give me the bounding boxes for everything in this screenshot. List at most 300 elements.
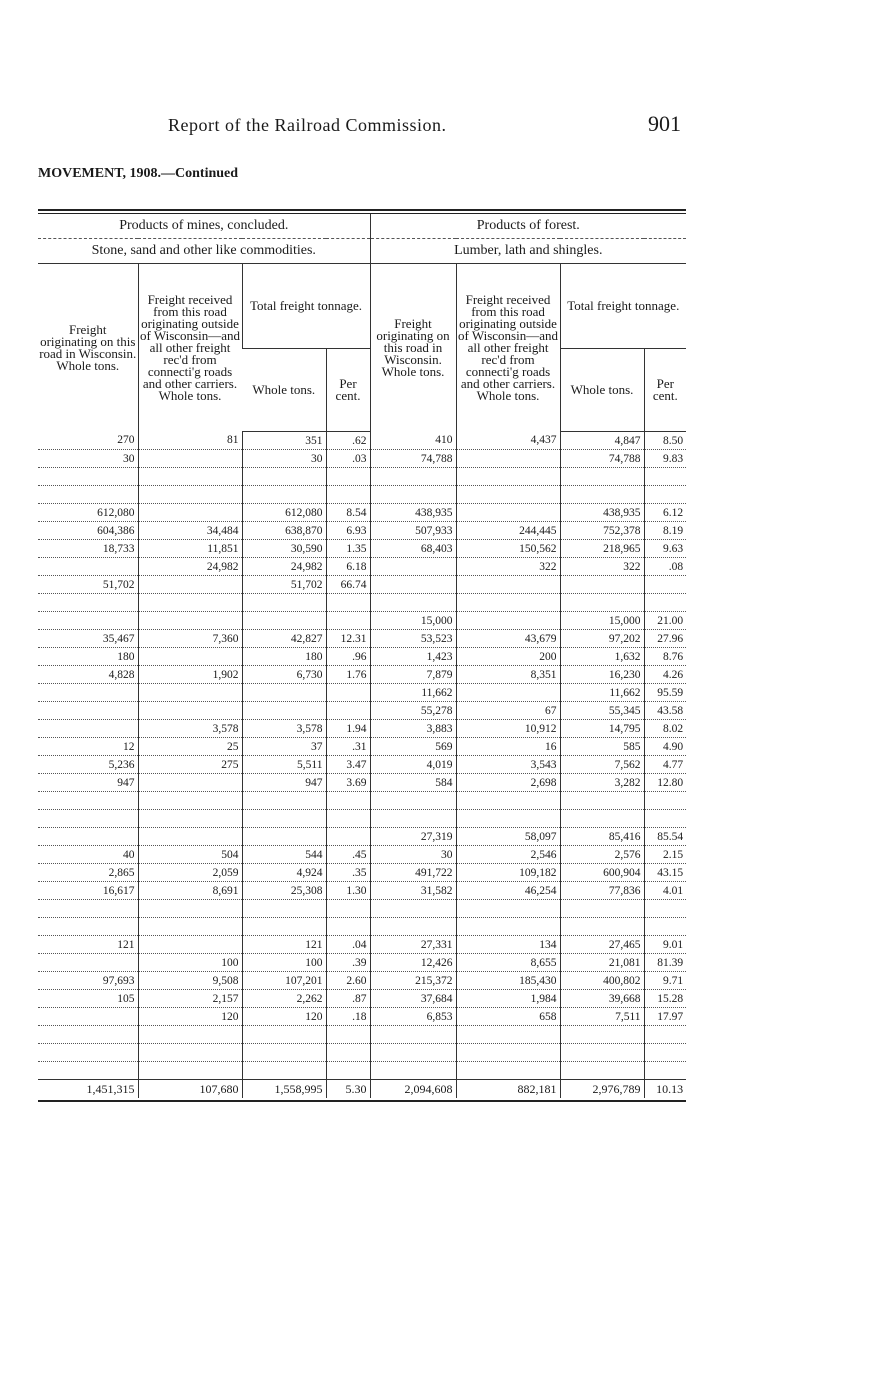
- table-cell: [560, 1044, 644, 1062]
- table-cell: [644, 1044, 686, 1062]
- table-cell: [560, 1062, 644, 1080]
- table-row: [38, 846, 686, 864]
- table-cell: [38, 828, 138, 846]
- table-cell: [138, 450, 242, 468]
- table-cell: 2,698: [456, 774, 560, 792]
- table-cell: [242, 594, 326, 612]
- table-cell: .35: [326, 864, 370, 882]
- table-cell: [138, 810, 242, 828]
- col-header-received: Freight received from this road originating outside of Wisconsin—and all other freight rec'd from connecti'g roads and other carriers. Whole tons.: [138, 264, 242, 432]
- table-cell: [242, 684, 326, 702]
- table-cell: [38, 720, 138, 738]
- table-cell: [370, 918, 456, 936]
- table-cell: 270: [38, 432, 138, 450]
- table-cell: 1.35: [326, 540, 370, 558]
- table-cell: [370, 576, 456, 594]
- table-cell: 2,157: [138, 990, 242, 1008]
- table-cell: 30,590: [242, 540, 326, 558]
- table-row: [38, 486, 686, 504]
- table-cell: 438,935: [560, 504, 644, 522]
- table-cell: 1,632: [560, 648, 644, 666]
- table-cell: 30: [370, 846, 456, 864]
- table-cell: 2.60: [326, 972, 370, 990]
- table-cell: [644, 900, 686, 918]
- table-cell: 121: [38, 936, 138, 954]
- table-cell: 16,230: [560, 666, 644, 684]
- table-body: [38, 432, 686, 1080]
- group-header-mines: Products of mines, concluded.: [119, 218, 289, 233]
- table-cell: [560, 468, 644, 486]
- table-cell: [370, 594, 456, 612]
- col-header-total-forest: Total freight tonnage.: [560, 264, 686, 349]
- table-cell: 8.19: [644, 522, 686, 540]
- table-cell: 4.77: [644, 756, 686, 774]
- table-cell: 4,924: [242, 864, 326, 882]
- table-row: [38, 792, 686, 810]
- table-cell: 438,935: [370, 504, 456, 522]
- table-cell: 8,351: [456, 666, 560, 684]
- table-cell: [644, 594, 686, 612]
- table-cell: 21.00: [644, 612, 686, 630]
- table-cell: 2,576: [560, 846, 644, 864]
- table-cell: 8.54: [326, 504, 370, 522]
- table-cell: 8,691: [138, 882, 242, 900]
- table-cell: .62: [326, 432, 370, 450]
- table-row: [38, 1062, 686, 1080]
- total-cell: 882,181: [456, 1080, 560, 1099]
- table-cell: 275: [138, 756, 242, 774]
- table-cell: 27.96: [644, 630, 686, 648]
- table-cell: 2,865: [38, 864, 138, 882]
- freight-table-wrapper: [38, 209, 686, 1102]
- table-row: [38, 648, 686, 666]
- table-cell: [38, 954, 138, 972]
- table-cell: 1,423: [370, 648, 456, 666]
- table-cell: [38, 792, 138, 810]
- table-cell: [242, 1062, 326, 1080]
- table-row: [38, 666, 686, 684]
- table-cell: 9.63: [644, 540, 686, 558]
- table-cell: 30: [38, 450, 138, 468]
- table-cell: 12,426: [370, 954, 456, 972]
- table-cell: [38, 1026, 138, 1044]
- table-cell: 97,202: [560, 630, 644, 648]
- table-row: [38, 954, 686, 972]
- table-cell: 35,467: [38, 630, 138, 648]
- table-cell: [560, 486, 644, 504]
- table-cell: [138, 918, 242, 936]
- table-cell: 1,902: [138, 666, 242, 684]
- table-cell: [560, 576, 644, 594]
- table-cell: [644, 918, 686, 936]
- table-cell: [456, 900, 560, 918]
- table-cell: [242, 1044, 326, 1062]
- table-cell: [138, 1044, 242, 1062]
- table-cell: .31: [326, 738, 370, 756]
- table-cell: [242, 486, 326, 504]
- table-cell: 15,000: [560, 612, 644, 630]
- col-header-originating: Freight originating on this road in Wisconsin. Whole tons.: [39, 321, 137, 373]
- table-cell: 150,562: [456, 540, 560, 558]
- table-cell: 200: [456, 648, 560, 666]
- total-cell: 5.30: [326, 1080, 370, 1099]
- table-cell: 17.97: [644, 1008, 686, 1026]
- table-cell: [326, 828, 370, 846]
- total-cell: 2,976,789: [560, 1080, 644, 1099]
- table-cell: [138, 612, 242, 630]
- subgroup-header-stone: Stone, sand and other like commodities.: [38, 239, 370, 264]
- table-cell: [370, 558, 456, 576]
- table-cell: 74,788: [560, 450, 644, 468]
- table-cell: [242, 702, 326, 720]
- table-cell: 504: [138, 846, 242, 864]
- table-cell: 15,000: [370, 612, 456, 630]
- table-cell: [38, 612, 138, 630]
- table-row: [38, 828, 686, 846]
- table-cell: 100: [138, 954, 242, 972]
- table-cell: 16: [456, 738, 560, 756]
- table-cell: [326, 1044, 370, 1062]
- table-row: [38, 864, 686, 882]
- table-cell: 25: [138, 738, 242, 756]
- table-cell: [38, 1062, 138, 1080]
- table-row: [38, 504, 686, 522]
- table-cell: 107,201: [242, 972, 326, 990]
- table-cell: [38, 918, 138, 936]
- table-cell: [644, 486, 686, 504]
- table-cell: [138, 504, 242, 522]
- table-cell: [326, 1062, 370, 1080]
- table-cell: [242, 612, 326, 630]
- table-cell: 947: [242, 774, 326, 792]
- freight-table: [38, 214, 686, 1098]
- table-row: [38, 936, 686, 954]
- table-cell: [326, 918, 370, 936]
- table-cell: 400,802: [560, 972, 644, 990]
- table-cell: 27,465: [560, 936, 644, 954]
- table-cell: [560, 792, 644, 810]
- col-header-originating-forest: Freight originating on this road in Wisconsin. Whole tons.: [370, 264, 456, 432]
- table-cell: [38, 1044, 138, 1062]
- table-cell: 77,836: [560, 882, 644, 900]
- table-cell: [38, 468, 138, 486]
- table-cell: [326, 468, 370, 486]
- table-cell: [326, 792, 370, 810]
- table-cell: 180: [242, 648, 326, 666]
- table-cell: [644, 468, 686, 486]
- table-cell: 752,378: [560, 522, 644, 540]
- table-row: [38, 810, 686, 828]
- table-cell: 58,097: [456, 828, 560, 846]
- table-cell: [370, 792, 456, 810]
- table-cell: [138, 594, 242, 612]
- col-header-whole: Whole tons.: [242, 349, 326, 432]
- table-cell: 3,578: [138, 720, 242, 738]
- table-row: [38, 882, 686, 900]
- table-cell: 46,254: [456, 882, 560, 900]
- table-cell: 3.47: [326, 756, 370, 774]
- totals-row: [38, 1080, 686, 1099]
- table-cell: 24,982: [138, 558, 242, 576]
- table-cell: [644, 1062, 686, 1080]
- table-row: [38, 432, 686, 450]
- table-cell: 947: [38, 774, 138, 792]
- table-cell: [138, 648, 242, 666]
- table-cell: 12.80: [644, 774, 686, 792]
- table-cell: [456, 576, 560, 594]
- table-cell: [326, 612, 370, 630]
- table-cell: [644, 810, 686, 828]
- table-cell: [456, 612, 560, 630]
- table-cell: 134: [456, 936, 560, 954]
- table-cell: 40: [38, 846, 138, 864]
- table-cell: [138, 468, 242, 486]
- table-cell: 2,262: [242, 990, 326, 1008]
- table-cell: 39,668: [560, 990, 644, 1008]
- table-cell: [370, 1026, 456, 1044]
- table-row: [38, 558, 686, 576]
- table-cell: 322: [456, 558, 560, 576]
- table-cell: [370, 486, 456, 504]
- table-cell: 322: [560, 558, 644, 576]
- table-cell: 6.12: [644, 504, 686, 522]
- table-cell: 7,562: [560, 756, 644, 774]
- table-cell: 9.71: [644, 972, 686, 990]
- table-cell: 11,662: [560, 684, 644, 702]
- table-cell: [38, 1008, 138, 1026]
- table-cell: 3,543: [456, 756, 560, 774]
- table-cell: .96: [326, 648, 370, 666]
- total-cell: 1,451,315: [38, 1080, 138, 1099]
- table-cell: [242, 900, 326, 918]
- table-cell: [456, 918, 560, 936]
- table-cell: 5,511: [242, 756, 326, 774]
- table-cell: 185,430: [456, 972, 560, 990]
- table-cell: [242, 810, 326, 828]
- table-cell: 11,851: [138, 540, 242, 558]
- table-cell: 27,331: [370, 936, 456, 954]
- table-cell: [456, 504, 560, 522]
- table-cell: 121: [242, 936, 326, 954]
- table-cell: [138, 684, 242, 702]
- table-cell: 15.28: [644, 990, 686, 1008]
- table-row: [38, 594, 686, 612]
- table-cell: 55,278: [370, 702, 456, 720]
- table-subheading: MOVEMENT, 1908.—Continued: [38, 166, 239, 181]
- table-cell: [138, 1062, 242, 1080]
- table-row: [38, 1008, 686, 1026]
- table-cell: [326, 810, 370, 828]
- table-cell: [644, 576, 686, 594]
- table-cell: 244,445: [456, 522, 560, 540]
- table-cell: 544: [242, 846, 326, 864]
- table-cell: 2,059: [138, 864, 242, 882]
- table-cell: [644, 1026, 686, 1044]
- table-cell: [370, 468, 456, 486]
- table-cell: 37: [242, 738, 326, 756]
- table-row: [38, 702, 686, 720]
- table-cell: [38, 594, 138, 612]
- table-row: [38, 522, 686, 540]
- table-cell: [138, 1026, 242, 1044]
- table-cell: 612,080: [38, 504, 138, 522]
- table-cell: 3,883: [370, 720, 456, 738]
- table-cell: [456, 486, 560, 504]
- table-cell: 507,933: [370, 522, 456, 540]
- table-cell: 6,730: [242, 666, 326, 684]
- table-cell: 105: [38, 990, 138, 1008]
- table-cell: 8.02: [644, 720, 686, 738]
- table-cell: 7,360: [138, 630, 242, 648]
- table-cell: 1.76: [326, 666, 370, 684]
- table-cell: 14,795: [560, 720, 644, 738]
- table-cell: 410: [370, 432, 456, 450]
- table-row: [38, 576, 686, 594]
- table-cell: 600,904: [560, 864, 644, 882]
- table-cell: 31,582: [370, 882, 456, 900]
- table-cell: [644, 792, 686, 810]
- table-cell: 584: [370, 774, 456, 792]
- table-cell: 55,345: [560, 702, 644, 720]
- col-header-percent: Per cent.: [326, 349, 370, 432]
- table-cell: 10,912: [456, 720, 560, 738]
- table-cell: .87: [326, 990, 370, 1008]
- table-cell: [242, 1026, 326, 1044]
- table-cell: 218,965: [560, 540, 644, 558]
- table-cell: 27,319: [370, 828, 456, 846]
- table-cell: 74,788: [370, 450, 456, 468]
- table-cell: [138, 900, 242, 918]
- table-cell: 30: [242, 450, 326, 468]
- table-cell: 2.15: [644, 846, 686, 864]
- table-row: [38, 720, 686, 738]
- table-cell: [370, 1044, 456, 1062]
- table-row: [38, 630, 686, 648]
- top-rule: [38, 209, 686, 211]
- table-cell: 9,508: [138, 972, 242, 990]
- page-number: 901: [648, 111, 681, 136]
- table-cell: 85,416: [560, 828, 644, 846]
- table-cell: 4,847: [560, 432, 644, 450]
- col-header-percent-forest: Per cent.: [644, 349, 686, 432]
- table-cell: 67: [456, 702, 560, 720]
- table-cell: 85.54: [644, 828, 686, 846]
- table-cell: [456, 450, 560, 468]
- table-cell: [370, 1062, 456, 1080]
- table-cell: 51,702: [242, 576, 326, 594]
- table-cell: 8.76: [644, 648, 686, 666]
- table-row: [38, 684, 686, 702]
- table-cell: [38, 702, 138, 720]
- table-cell: .04: [326, 936, 370, 954]
- table-cell: [456, 468, 560, 486]
- table-cell: [38, 486, 138, 504]
- table-cell: [560, 918, 644, 936]
- table-cell: 585: [560, 738, 644, 756]
- total-cell: 1,558,995: [242, 1080, 326, 1099]
- table-cell: [138, 774, 242, 792]
- table-cell: 6,853: [370, 1008, 456, 1026]
- table-row: [38, 540, 686, 558]
- table-cell: 3,282: [560, 774, 644, 792]
- table-cell: 12: [38, 738, 138, 756]
- table-cell: [326, 684, 370, 702]
- table-cell: [138, 702, 242, 720]
- table-row: [38, 990, 686, 1008]
- table-cell: 42,827: [242, 630, 326, 648]
- col-header-received-forest: Freight received from this road originating outside of Wisconsin—and all other freight rec'd from connecti'g roads and other carriers. Whole tons.: [456, 264, 560, 432]
- table-cell: [560, 594, 644, 612]
- table-row: [38, 738, 686, 756]
- table-cell: 100: [242, 954, 326, 972]
- table-cell: 1,984: [456, 990, 560, 1008]
- table-cell: [456, 1044, 560, 1062]
- table-cell: 81: [138, 432, 242, 450]
- table-cell: 1.30: [326, 882, 370, 900]
- total-cell: 2,094,608: [370, 1080, 456, 1099]
- table-cell: 9.01: [644, 936, 686, 954]
- table-cell: [138, 576, 242, 594]
- total-cell: 10.13: [644, 1080, 686, 1099]
- table-cell: [138, 486, 242, 504]
- table-row: [38, 774, 686, 792]
- table-cell: [456, 810, 560, 828]
- table-cell: 97,693: [38, 972, 138, 990]
- table-cell: 658: [456, 1008, 560, 1026]
- table-cell: .03: [326, 450, 370, 468]
- table-cell: 109,182: [456, 864, 560, 882]
- table-cell: 25,308: [242, 882, 326, 900]
- table-cell: 12.31: [326, 630, 370, 648]
- table-cell: 612,080: [242, 504, 326, 522]
- table-row: [38, 918, 686, 936]
- table-cell: 8,655: [456, 954, 560, 972]
- total-cell: 107,680: [138, 1080, 242, 1099]
- table-cell: 16,617: [38, 882, 138, 900]
- table-cell: [560, 900, 644, 918]
- table-cell: 51,702: [38, 576, 138, 594]
- table-cell: 7,879: [370, 666, 456, 684]
- table-cell: 491,722: [370, 864, 456, 882]
- table-cell: 1.94: [326, 720, 370, 738]
- table-cell: 3.69: [326, 774, 370, 792]
- table-cell: [38, 558, 138, 576]
- table-cell: [242, 792, 326, 810]
- table-cell: 37,684: [370, 990, 456, 1008]
- table-cell: 18,733: [38, 540, 138, 558]
- subgroup-header-lumber: Lumber, lath and shingles.: [370, 239, 686, 264]
- table-cell: [326, 702, 370, 720]
- table-cell: 9.83: [644, 450, 686, 468]
- table-row: [38, 756, 686, 774]
- table-cell: 6.93: [326, 522, 370, 540]
- table-row: [38, 972, 686, 990]
- bottom-rule: [38, 1100, 686, 1102]
- table-cell: 8.50: [644, 432, 686, 450]
- table-cell: .45: [326, 846, 370, 864]
- table-cell: [326, 900, 370, 918]
- table-cell: [456, 1026, 560, 1044]
- table-cell: [242, 828, 326, 846]
- table-cell: 638,870: [242, 522, 326, 540]
- table-cell: 4.26: [644, 666, 686, 684]
- table-cell: 4,019: [370, 756, 456, 774]
- table-cell: 2,546: [456, 846, 560, 864]
- table-row: [38, 1026, 686, 1044]
- col-header-total: Total freight tonnage.: [242, 264, 370, 349]
- table-cell: [326, 1026, 370, 1044]
- table-cell: 66.74: [326, 576, 370, 594]
